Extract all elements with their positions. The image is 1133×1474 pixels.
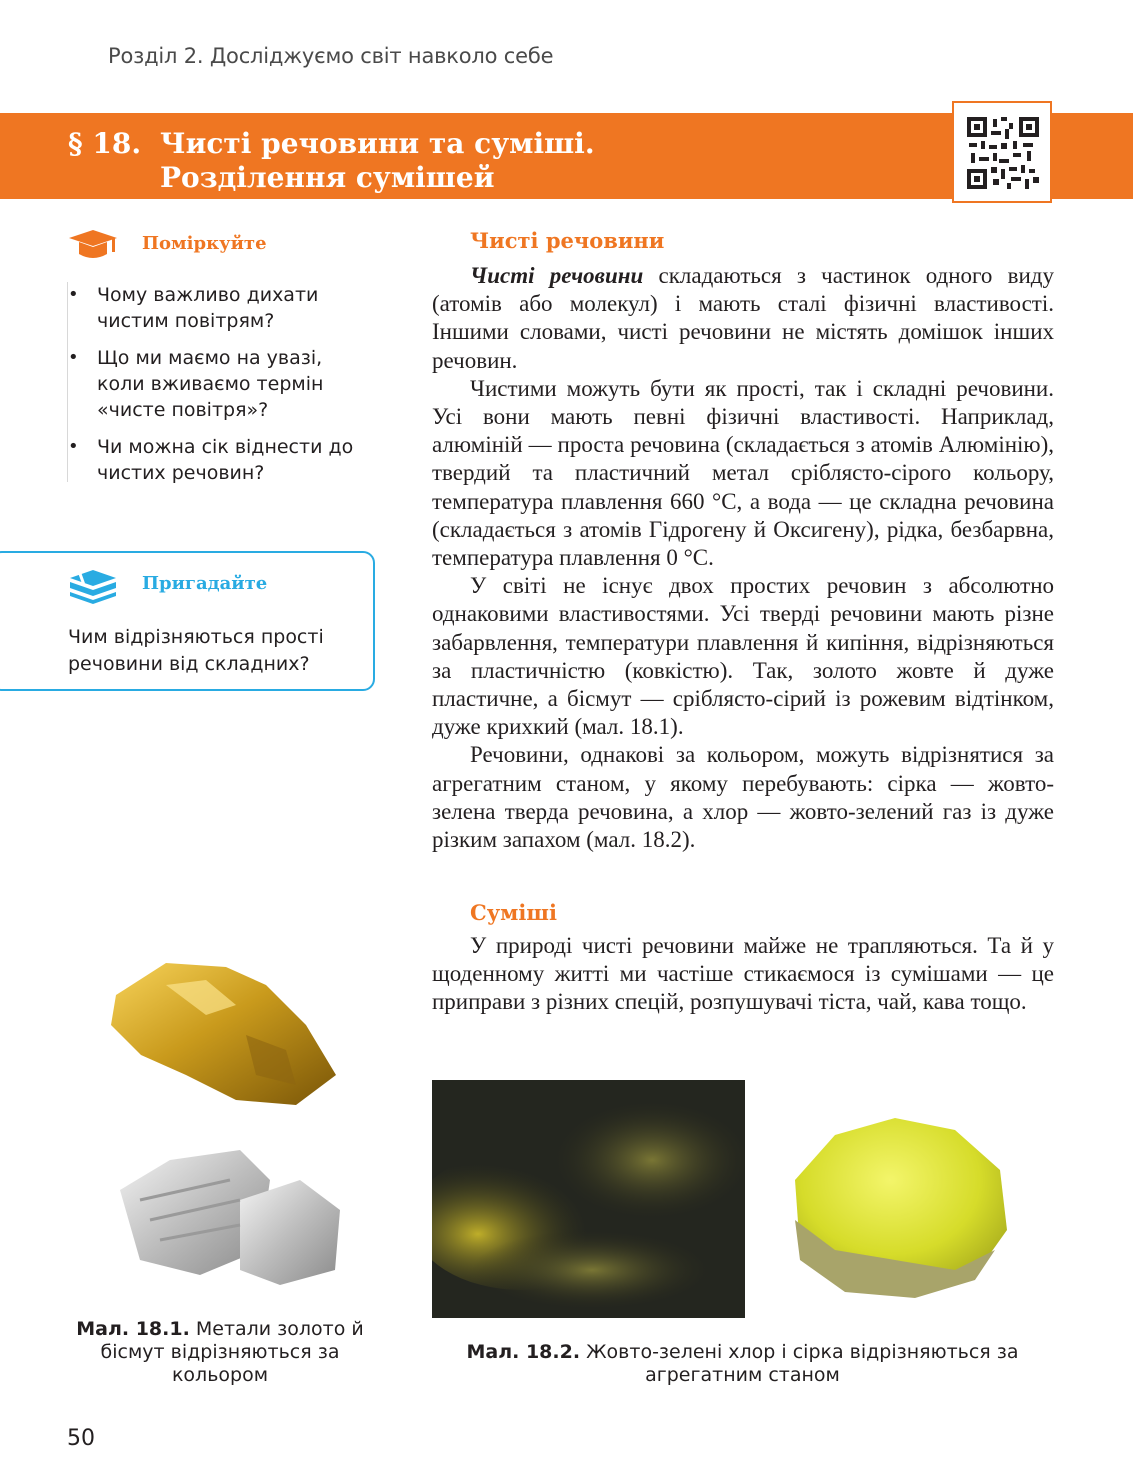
figure-label: Мал. 18.1. (76, 1318, 190, 1340)
think-questions (67, 282, 368, 482)
figure-18-2-caption (440, 1341, 1045, 1387)
qr-code[interactable] (952, 101, 1052, 203)
section-number: § 18. (68, 127, 142, 160)
paragraph: У світі не існує двох простих речовин з абсолютно однаковими властивостями. Усі тверді речовини мають різне забарвлення, температури плавлення й кипіння, відрізняються за пластичністю (ковкістю). Так, золото жовте й дуже пластичне, а бісмут — сріблясто-сірий із рожевим відтінком, дуже крихкий (мал. 18.1). (432, 573, 1054, 740)
figure-text: Метали золото й бісмут відрізняються за кольором (100, 1318, 364, 1386)
recall-title: Пригадайте (142, 573, 268, 594)
figure-label: Мал. 18.2. (466, 1341, 581, 1363)
figure-18-1-caption (75, 1318, 365, 1387)
book-icon (68, 566, 118, 606)
running-head: Розділ 2. Досліджуємо світ навколо себе (108, 44, 554, 68)
think-title: Поміркуйте (142, 233, 267, 254)
qr-code-icon (967, 117, 1039, 189)
figure-text: Жовто-зелені хлор і сірка відрізняються за агрегатним станом (586, 1341, 1019, 1386)
section-heading-pure-substances: Чисті речовини (470, 228, 665, 253)
gold-nugget-photo (96, 955, 346, 1115)
chlorine-gas-photo (432, 1080, 745, 1318)
title-line-1: Чисті речовини та суміші. (160, 127, 595, 160)
title-line-2: Розділення сумішей (160, 161, 495, 194)
section-heading-mixtures: Суміші (470, 900, 557, 925)
list-item: • Чи можна сік віднести до чистих речовин? (68, 434, 368, 486)
page-title (68, 127, 595, 195)
list-item: • Чому важливо дихати чистим повітрям? (68, 282, 368, 334)
sulfur-photo (775, 1110, 1015, 1300)
mixtures-text (432, 932, 1054, 1017)
paragraph: Речовини, однакові за кольором, можуть відрізнятися за агрегатним станом, у якому перебувають: сірка — жовто-зелена тверда речовина, а хлор — жовто-зелений газ із дуже різким запахом (мал. 18.2). (432, 742, 1054, 853)
list-item: • Що ми маємо на увазі, коли вживаємо термін «чисте повітря»? (68, 345, 368, 423)
paragraph-text: складаються з частинок одного виду (атомів або молекул) і мають сталі фізичні властивості. Іншими словами, чисті речовини не містять домішок інших речовин. (432, 263, 1054, 373)
paragraph (432, 262, 1054, 375)
paragraph: Чистими можуть бути як прості, так і складні речовини. Усі вони мають певні фізичні властивості. Наприклад, алюміній — проста речовина (складається з атомів Алюмінію), твердий та пластичний метал сріблясто-сірого кольору, температура плавлення 660 °С, а вода — це складна речовина (складається з атомів Гідрогену й Оксигену), рідка, безбарвна, температура плавлення 0 °С. (432, 375, 1054, 571)
bismuth-photo (110, 1140, 350, 1290)
paragraph: У природі чисті речовини майже не трапляються. Та й у щоденному житті ми частіше стикаємося із сумішами — це приправи з різних спецій, розпушувачі тіста, чай, кава тощо. (432, 933, 1054, 1015)
term-pure-substances: Чисті речовини (470, 263, 644, 288)
pure-substances-text (432, 262, 1054, 854)
recall-text: Чим відрізняються прості речовини від складних? (68, 626, 324, 675)
graduation-cap-icon (68, 228, 118, 264)
page-number: 50 (67, 1426, 95, 1451)
